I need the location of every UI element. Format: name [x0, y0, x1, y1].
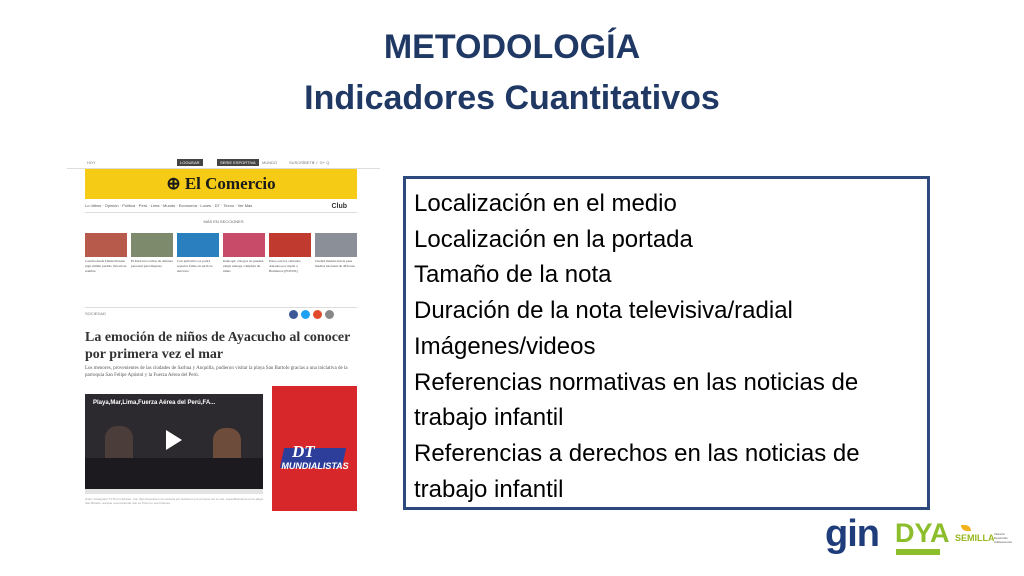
thumbnail-caption: Cancha desde Daniel Peredo jugó último partido llevará su nombre [85, 259, 127, 273]
indicator-line: Localización en el medio [414, 190, 677, 217]
slide-subtitle: Indicadores Cuantitativos [304, 79, 720, 117]
indicator-line: Imágenes/videos [414, 332, 596, 360]
thumbnail-row [85, 233, 357, 279]
topbar-login: LOGUEAR [177, 159, 203, 166]
thumbnail-image [131, 233, 173, 257]
newspaper-nav [85, 203, 357, 213]
indicators-box [403, 176, 930, 510]
club-logo: Club [331, 203, 347, 210]
topbar-world: MUNDO [262, 160, 278, 165]
indicator-line: Referencias normativas en las noticias de [414, 368, 859, 396]
topbar-social-icons: f ✓ G+ Q [313, 160, 330, 165]
indicator-line: Localización en la portada [414, 225, 693, 253]
thumbnail-image [85, 233, 127, 257]
thumbnail-image [269, 233, 311, 257]
thumbnail-image [315, 233, 357, 257]
section-label: SOCIEDAD [85, 311, 106, 316]
more-icon [325, 310, 334, 319]
thumbnail-caption: Indecopi: cólogos no pueden exigir entrega completa de útiles [223, 259, 264, 273]
semilla-logo [955, 530, 1015, 550]
topbar-subscribe: SUSCRÍBETE [289, 160, 315, 165]
thumbnail-image [177, 233, 219, 257]
newspaper-masthead [85, 169, 357, 199]
leaf-icon [961, 525, 971, 531]
semilla-tagline: Infancia Desarrollo Adolescencia [994, 532, 1012, 544]
semilla-logo-text: SEMILLA [955, 533, 995, 543]
indicator-line: trabajo infantil [414, 404, 564, 432]
thumbnail-caption: Ciudad madura inicia pase medios nacional de 48 horas [315, 259, 355, 268]
thumbnail-item [177, 233, 219, 279]
gin-logo: gin [825, 513, 879, 555]
newspaper-nav-links: Lo último · Opinión · Política · Perú · Lima · Mundo · Economía · Luces · DT · Tecno · Ver Más [85, 203, 253, 208]
dya-logo-bar [896, 549, 940, 555]
thumbnail-image [223, 233, 265, 257]
thumbnail-item [131, 233, 173, 279]
ad-mundialistas-text: MUNDIALISTAS [281, 461, 349, 471]
ad-dt-text: DT [292, 442, 315, 461]
more-in-sections-label: MÁS EN SECCIONES [203, 219, 244, 224]
video-title: Playa,Mar,Lima,Fuerza Aérea del Perú,FA... [93, 400, 216, 406]
el-comercio-logo: ⊕ El Comercio [166, 174, 276, 193]
slide-title: METODOLOGÍA [383, 28, 641, 66]
googleplus-icon [313, 310, 322, 319]
indicator-line: Referencias a derechos en las noticias de [414, 439, 860, 467]
article-headline: La emoción de niños de Ayacucho al conocer por primera vez el mar [85, 330, 351, 362]
thumbnail-caption: Estos son los cebrados donados por Japón a Bomberos [FOTOS] [269, 259, 301, 273]
article-summary: Los menores, provenientes de las ciudades de Sarhua y Anquilla, pudieron visitar la playa San Bartolo gracias a una iniciativa de la parroquia San Felipe Apóstol y la Fuerza Aérea del Perú. [85, 366, 348, 378]
indicator-line: trabajo infantil [414, 475, 564, 503]
thumbnail-item [85, 233, 127, 279]
thumbnail-item [269, 233, 311, 279]
dya-logo-text: DYA [895, 518, 950, 548]
video-player [85, 394, 263, 494]
dt-mundialistas-ad [272, 386, 357, 511]
newspaper-topbar [67, 157, 380, 169]
divider [85, 307, 357, 308]
indicator-line: Tamaño de la nota [414, 261, 612, 289]
share-icons [289, 310, 334, 319]
play-icon [166, 430, 182, 450]
dya-logo [895, 518, 950, 556]
facebook-icon [289, 310, 298, 319]
video-caption: (Foto: Instagram/ TV Perú Noticias. Vía: http://operación es cortesía por Gobierno por primera vez el mar, especificamente en la playa San Bartolo, aunque reconociendo que es Pozo en eso hinteres [85, 497, 263, 505]
video-progress-bar [85, 489, 263, 494]
thumbnail-item [223, 233, 265, 279]
newspaper-screenshot [67, 157, 380, 512]
topbar-today: HOY [87, 160, 96, 165]
thumbnail-item [315, 233, 357, 279]
topbar-series: SERIE ESPORTIVA [217, 159, 259, 166]
thumbnail-caption: Con aplicativo se podrá reportar fallas en servicio eléctrico [177, 259, 213, 273]
twitter-icon [301, 310, 310, 319]
indicator-line: Duración de la nota televisiva/radial [414, 297, 793, 325]
thumbnail-caption: El Perú tuvo tallos de defensa personal para mujeres [131, 259, 173, 268]
